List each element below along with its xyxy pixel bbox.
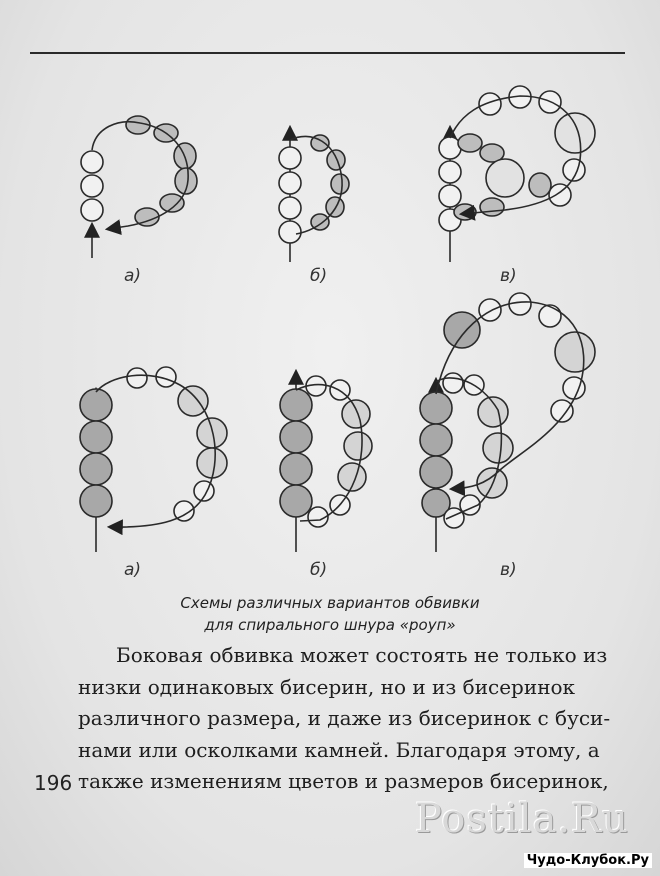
body-line: различного размера, и даже из бисеринок с буси- <box>78 706 611 730</box>
page-number: 196 <box>34 771 73 795</box>
body-line: Боковая обвивка может состоять не только из <box>116 643 608 667</box>
body-line: нами или осколками камней. Благодаря этому, а <box>78 737 600 762</box>
label-top-v: в) <box>500 266 517 286</box>
diagram-bottom-a <box>80 367 227 552</box>
figure-caption-line-2: для спирального шнура «роуп» <box>204 616 456 634</box>
label-bottom-b: б) <box>310 560 328 580</box>
watermark-site-label: Чудо-Клубок.Ру <box>524 853 652 868</box>
label-top-b: б) <box>310 266 328 286</box>
figure-caption-line-1: Схемы различных вариантов обвивки <box>180 594 480 612</box>
label-bottom-a: а) <box>124 560 142 580</box>
diagram-top-a <box>81 116 197 258</box>
label-bottom-v: в) <box>500 560 517 580</box>
body-line: низки одинаковых бисерин, но и из бисеринок <box>78 674 576 699</box>
body-paragraph <box>78 640 611 798</box>
body-line: также изменениям цветов и размеров бисеринок, <box>78 769 609 793</box>
diagram-bottom-b <box>280 372 372 552</box>
diagram-top-b <box>279 128 349 262</box>
diagram-bottom-v <box>420 293 595 552</box>
label-top-a: а) <box>124 266 142 286</box>
watermark-logo: Postila.Ru <box>415 796 630 842</box>
watermark <box>415 790 660 876</box>
diagram-top-v <box>439 86 595 262</box>
